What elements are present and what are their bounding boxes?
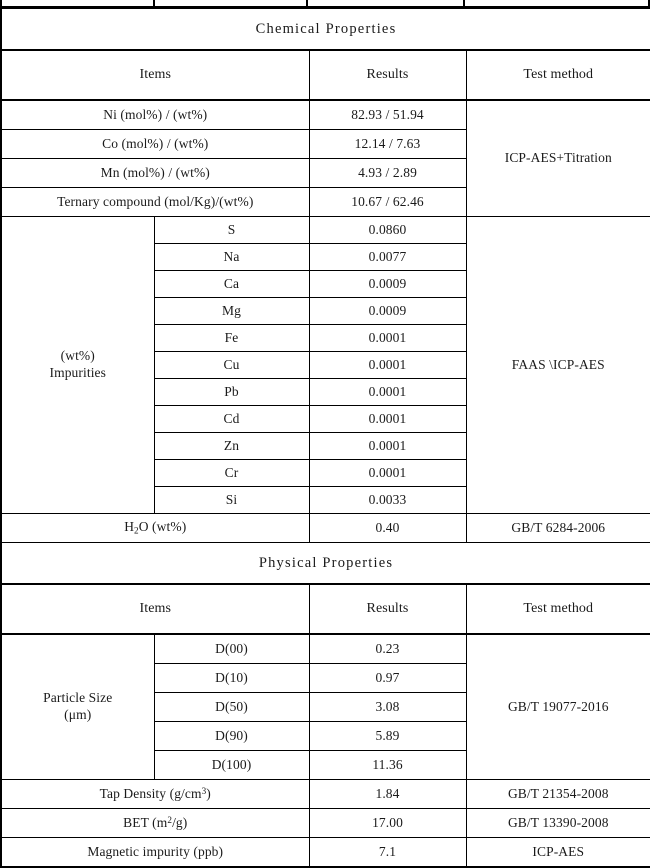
impurities-label-text: Impurities [49,365,106,380]
impurity-value: 0.0860 [309,217,466,244]
bet-result: 17.00 [309,809,466,838]
particle-size-value: 11.36 [309,751,466,780]
particle-size-value: 5.89 [309,722,466,751]
item-label: Ternary compound (mol/Kg)/(wt%) [1,188,309,217]
chemical-column-header-row [1,50,650,100]
physical-section-title-row [1,543,650,585]
item-label: Co (mol%) / (wt%) [1,130,309,159]
header-results: Results [309,584,466,634]
impurity-element: Zn [154,433,309,460]
impurity-element: Na [154,244,309,271]
particle-size-metric: D(50) [154,693,309,722]
table-row [1,634,650,664]
impurity-value: 0.0001 [309,379,466,406]
magnetic-impurity-label: Magnetic impurity (ppb) [1,838,309,868]
water-label-post: O (wt%) [138,519,187,535]
cut-off-cell [308,0,465,6]
impurity-element: Cu [154,352,309,379]
cut-off-row-above [0,0,650,8]
bet-label-pre: BET (m [123,814,168,830]
table-row [1,838,650,868]
impurity-element: Mg [154,298,309,325]
water-content-method: GB/T 6284-2006 [466,514,650,543]
header-test-method: Test method [466,50,650,100]
water-content-label [1,514,309,543]
impurity-element: Cr [154,460,309,487]
particle-size-value: 0.97 [309,664,466,693]
bet-label-post: /g) [172,814,188,830]
magnetic-impurity-method: ICP-AES [466,838,650,868]
cut-off-cell [155,0,308,6]
impurity-value: 0.0001 [309,325,466,352]
item-result: 4.93 / 2.89 [309,159,466,188]
header-results: Results [309,50,466,100]
item-label: Ni (mol%) / (wt%) [1,100,309,130]
header-test-method: Test method [466,584,650,634]
table-row [1,780,650,809]
table-row [1,217,650,244]
table-row [1,100,650,130]
tap-density-label-pre: Tap Density (g/cm [99,785,202,801]
test-method-icp-aes-titration: ICP-AES+Titration [466,100,650,217]
impurity-value: 0.0077 [309,244,466,271]
header-items: Items [1,50,309,100]
impurity-value: 0.0001 [309,433,466,460]
particle-size-label [1,634,154,780]
water-label-subscript: 2 [134,525,139,536]
table-row [1,809,650,838]
tap-density-label-superscript: 3 [201,785,207,796]
magnetic-impurity-result: 7.1 [309,838,466,868]
physical-column-header-row [1,584,650,634]
impurity-value: 0.0009 [309,271,466,298]
particle-size-metric: D(90) [154,722,309,751]
impurity-value: 0.0001 [309,406,466,433]
impurity-element: Ca [154,271,309,298]
impurity-value: 0.0001 [309,352,466,379]
header-items: Items [1,584,309,634]
item-label: Mn (mol%) / (wt%) [1,159,309,188]
impurity-value: 0.0009 [309,298,466,325]
bet-method: GB/T 13390-2008 [466,809,650,838]
impurity-element: Cd [154,406,309,433]
table-row [1,514,650,543]
particle-size-metric: D(100) [154,751,309,780]
water-label-pre: H [124,519,135,535]
bet-label [1,809,309,838]
impurity-element: Fe [154,325,309,352]
particle-size-metric: D(10) [154,664,309,693]
cut-off-cell [465,0,648,6]
water-content-result: 0.40 [309,514,466,543]
impurity-element: S [154,217,309,244]
item-result: 12.14 / 7.63 [309,130,466,159]
bet-label-superscript: 2 [167,814,173,825]
impurity-element: Si [154,487,309,514]
particle-size-value: 0.23 [309,634,466,664]
specification-table [0,8,650,868]
tap-density-method: GB/T 21354-2008 [466,780,650,809]
particle-size-label-unit: (μm) [64,707,92,722]
test-method-particle-size: GB/T 19077-2016 [466,634,650,780]
impurity-value: 0.0033 [309,487,466,514]
tap-density-label-post: ) [206,785,211,801]
impurity-element: Pb [154,379,309,406]
impurities-label-unit: (wt%) [60,348,95,364]
physical-section-title: Physical Properties [1,543,650,585]
chemical-section-title-row [1,9,650,51]
particle-size-value: 3.08 [309,693,466,722]
particle-size-label-text: Particle Size [43,690,113,706]
item-result: 10.67 / 62.46 [309,188,466,217]
particle-size-metric: D(00) [154,634,309,664]
tap-density-label [1,780,309,809]
item-result: 82.93 / 51.94 [309,100,466,130]
cut-off-cell [2,0,155,6]
test-method-faas-icp-aes: FAAS \ICP-AES [466,217,650,514]
chemical-section-title: Chemical Properties [1,9,650,51]
tap-density-result: 1.84 [309,780,466,809]
impurities-label [1,217,154,514]
impurity-value: 0.0001 [309,460,466,487]
